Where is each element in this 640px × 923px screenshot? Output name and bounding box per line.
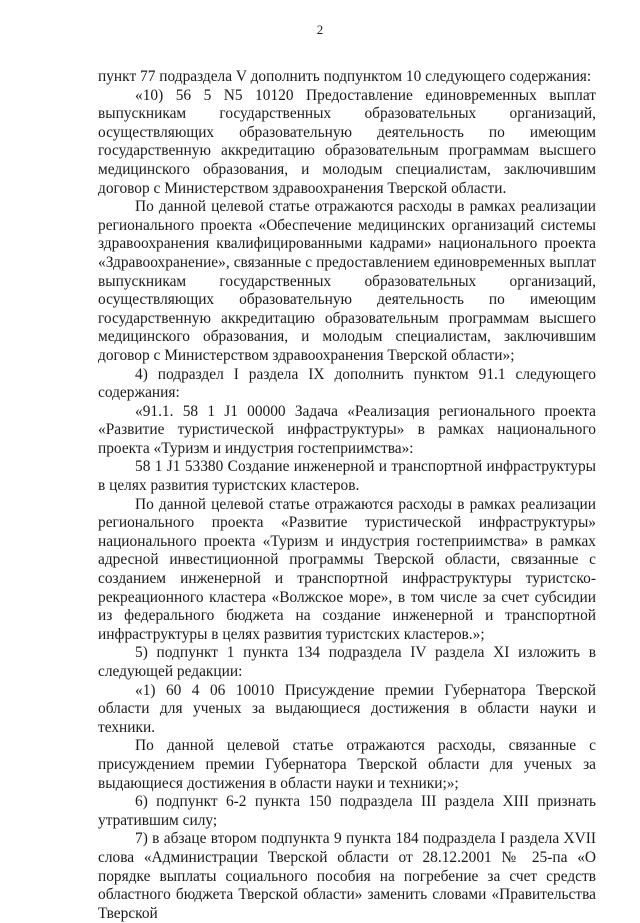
page-number: 2: [316, 22, 324, 37]
paragraph-8: 5) подпункт 1 пункта 134 подраздела IV раздела XI изложить в следующей редакции:: [98, 644, 596, 680]
paragraph-11: 6) подпункт 6-2 пункта 150 подраздела III раздела XIII признать утратившим силу;: [98, 793, 596, 829]
paragraph-5: «91.1. 58 1 J1 00000 Задача «Реализация регионального проекта «Развитие туристической инфраструктуры» в рамках национального проекта «Туризм и индустрия гостеприимства»:: [98, 402, 596, 457]
paragraph-1: пункт 77 подраздела V дополнить подпунктом 10 следующего содержания:: [98, 68, 592, 85]
paragraph-4: 4) подраздел I раздела IX дополнить пунктом 91.1 следующего содержания:: [98, 365, 596, 402]
paragraph-2: «10) 56 5 N5 10120 Предоставление единовременных выплат выпускникам государственных образовательных организаций, осуществляющих образовательную деятельность по имеющим государственную аккредитацию образовательным программам высшего медицинского образования, и молодым специалистам, заключившим договор с Министерством здравоохранения Тверской области.: [98, 86, 596, 197]
document-text-body: [98, 68, 596, 923]
paragraph-12: 7) в абзаце втором подпункта 9 пункта 184 подраздела I раздела XVII слова «Администрации Тверской области от 28.12.2001 № 25-па «О порядке выплаты социального пособия на погребение за счет средств областного бюджета Тверской области» заменить словами «Правительства Тверской: [98, 830, 596, 922]
paragraph-9: «1) 60 4 06 10010 Присуждение премии Губернатора Тверской области для ученых за выдающиеся достижения в области науки и техники.: [98, 681, 596, 736]
paragraph-7: По данной целевой статье отражаются расходы в рамках реализации регионального проекта «Развитие туристической инфраструктуры» национального проекта «Туризм и индустрия гостеприимства» в рамках адресной инвестиционной программы Тверской области, связанные с созданием инженерной и транспортной инфраструктуры туристско-рекреационного кластера «Волжское море», в том числе за счет субсидии из федерального бюджета на создание инженерной и транспортной инфраструктуры в целях развития туристских кластеров.»;: [98, 495, 596, 643]
paragraph-10: По данной целевой статье отражаются расходы, связанные с присуждением премии Губернатора Тверской области для ученых за выдающиеся достижения в области науки и техники;»;: [98, 737, 596, 792]
paragraph-3: По данной целевой статье отражаются расходы в рамках реализации регионального проекта «Обеспечение медицинских организаций системы здравоохранения квалифицированными кадрами» национального проекта «Здравоохранение», связанные с предоставлением единовременных выплат выпускникам государственных образовательных организаций, осуществляющих образовательную деятельность по имеющим государственную аккредитацию образовательным программам высшего медицинского образования, и молодым специалистам, заключившим договор с Министерством здравоохранения Тверской области»;: [98, 198, 596, 364]
paragraph-6: 58 1 J1 53380 Создание инженерной и транспортной инфраструктуры в целях развития туристских кластеров.: [98, 458, 596, 495]
